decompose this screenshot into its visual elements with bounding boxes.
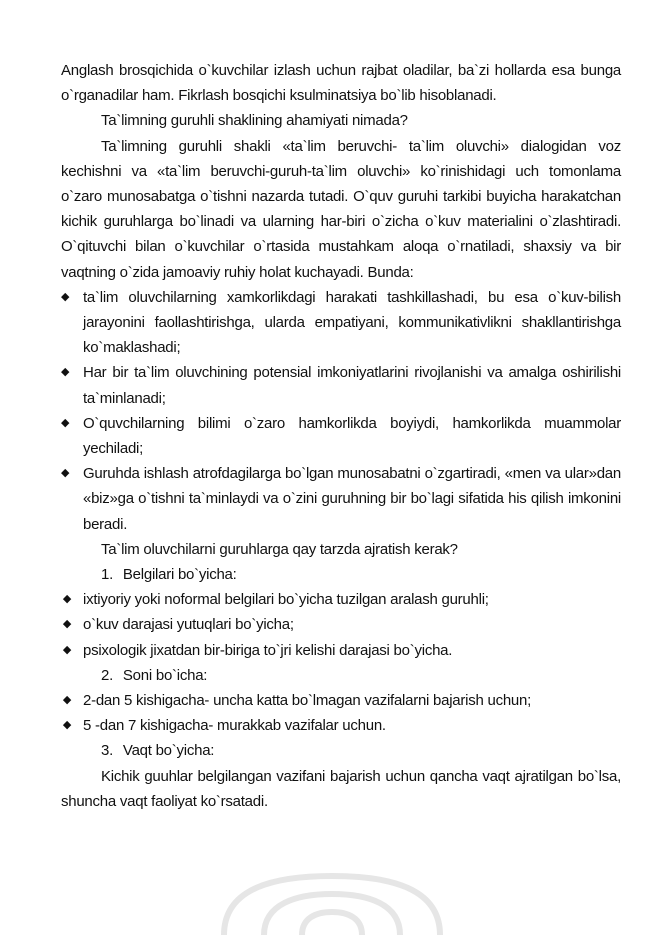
numbered-heading: [61, 738, 621, 763]
document-body: [61, 58, 621, 814]
paragraph: Ta`limning guruhli shaklining ahamiyati nimada?: [101, 112, 408, 130]
numbered-heading-text: Belgilari bo`yicha:: [122, 566, 237, 584]
paragraph: Anglash brosqichida o`kuvchilar izlash uchun rajbat oladilar, ba`zi hollarda esa bunga o`rganadilar ham. Fikrlash bosqichi ksulminatsiya bo`lib hisoblanadi.: [61, 62, 621, 105]
numbered-heading-text: Soni bo`icha:: [122, 666, 208, 684]
list-item: [61, 360, 621, 410]
list-item-text: ixtiyoriy yoki noformal belgilari bo`yicha tuzilgan aralash guruhli;: [83, 591, 489, 609]
list-item: [61, 713, 621, 738]
paragraph: Kichik guuhlar belgilangan vazifani bajarish uchun qancha vaqt ajratilgan bo`lsa, shuncha vaqt faoliyat ko`rsatadi.: [61, 767, 621, 810]
watermark-logo: [204, 868, 460, 935]
list-item-text: Har bir ta`lim oluvchining potensial imkoniyatlarini rivojlanishi va amalga oshirilishi ta`minlanadi;: [83, 364, 621, 407]
paragraph: Ta`lim oluvchilarni guruhlarga qay tarzda ajratish kerak?: [101, 540, 458, 558]
list-item-text: psixologik jixatdan bir-biriga to`jri kelishi darajasi bo`yicha.: [83, 641, 453, 659]
list-item: [61, 638, 621, 663]
list-item-text: 5 -dan 7 kishigacha- murakkab vazifalar uchun.: [83, 717, 386, 735]
numbered-heading-text: Vaqt bo`yicha:: [122, 742, 215, 760]
diamond-bullet-icon: ◆: [62, 719, 72, 732]
list-item: [61, 285, 621, 361]
diamond-bullet-icon: ◆: [62, 694, 72, 707]
diamond-bullet-icon: ◆: [61, 366, 70, 379]
diamond-bullet-icon: ◆: [61, 416, 70, 429]
diamond-bullet-icon: ◆: [61, 467, 70, 480]
diamond-bullet-icon: ◆: [62, 618, 72, 631]
list-item-text: 2-dan 5 kishigacha- uncha katta bo`lmagan vazifalarni bajarish uchun;: [83, 692, 532, 710]
list-item-text: Guruhda ishlash atrofdagilarga bo`lgan munosabatni o`zgartiradi, «men va ular»dan «biz»ga o`tishni ta`minlaydi va o`zini guruhning bir bo`lagi sifatida his qilish imkonini beradi.: [83, 465, 621, 533]
list-item: [61, 612, 621, 637]
list-number: 3.: [101, 742, 114, 760]
list-number: 1.: [101, 566, 114, 584]
diamond-bullet-icon: ◆: [62, 643, 72, 656]
paragraph: Ta`limning guruhli shakli «ta`lim beruvchi- ta`lim oluvchi» dialogidan voz kechishni va «ta`lim beruvchi-guruh-ta`lim oluvchi» ko`rinishidagi uch tomonlama o`zaro munosabatga o`tishni nazarda tutadi. O`quv guruhi tarkibi buyicha harakatchan kichik guruhlarga bo`linadi va ularning har-biri o`zicha o`kuv materialini o`zlashtiradi. O`qituvchi bilan o`kuvchilar o`rtasida mustahkam aloqa o`rnatiladi, shaxsiy va bir vaqtning o`zida jamoaviy ruhiy holat kuchayadi. Bunda:: [61, 137, 621, 281]
numbered-heading: [61, 562, 621, 587]
list-item-text: ta`lim oluvchilarning xamkorlikdagi harakati tashkillashadi, bu esa o`kuv-bilish jarayonini faollashtirishga, ularda empatiyani, kommunikativlikni shakllantirishga ko`maklashadi;: [83, 288, 621, 357]
list-item-text: O`quvchilarning bilimi o`zaro hamkorlikda boyiydi, hamkorlikda muammolar yechiladi;: [83, 414, 621, 458]
list-item: [61, 587, 621, 612]
numbered-heading: [61, 663, 621, 688]
list-item-text: o`kuv darajasi yutuqlari bo`yicha;: [83, 616, 294, 634]
list-item: [61, 411, 621, 461]
diamond-bullet-icon: ◆: [61, 290, 70, 303]
list-item: [61, 688, 621, 713]
diamond-bullet-icon: ◆: [62, 593, 72, 606]
list-item: [61, 461, 621, 537]
list-number: 2.: [101, 666, 114, 684]
